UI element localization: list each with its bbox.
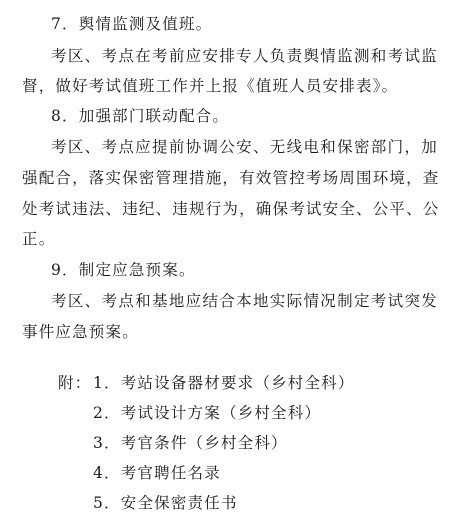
attachment-item-3: 3．考官条件（乡村全科） [93,434,288,452]
item-7-heading: 7．舆情监测及值班。 [51,15,213,33]
item-8-body-line-2: 强配合，落实保密管理措施，有效管控考场周围环境，查 [22,169,440,187]
item-8-heading: 8．加强部门联动配合。 [51,107,230,125]
attachment-item-4: 4．考官聘任名录 [93,464,221,482]
item-7-body-line-2: 督，做好考试值班工作并上报《值班人员安排表》。 [22,77,399,95]
attachment-item-5: 5．安全保密责任书 [93,494,238,512]
item-9-heading: 9．制定应急预案。 [51,261,196,279]
attachment-item-2: 2．考试设计方案（乡村全科） [93,404,322,422]
item-8-body-line-1: 考区、考点应提前协调公安、无线电和保密部门，加 [51,138,438,156]
item-7-body-line-1: 考区、考点在考前应安排专人负责舆情监测和考试监 [51,47,438,65]
attachment-item-1: 1．考站设备器材要求（乡村全科） [93,374,355,392]
item-8-body-line-4: 正。 [22,230,56,248]
item-8-body-line-3: 处考试违法、违纪、违规行为，确保考试安全、公平、公 [22,200,440,218]
item-9-body-line-2: 事件应急预案。 [22,323,139,341]
attachments-prefix: 附： [58,374,92,392]
item-9-body-line-1: 考区、考点和基地应结合本地实际情况制定考试突发 [51,292,438,310]
